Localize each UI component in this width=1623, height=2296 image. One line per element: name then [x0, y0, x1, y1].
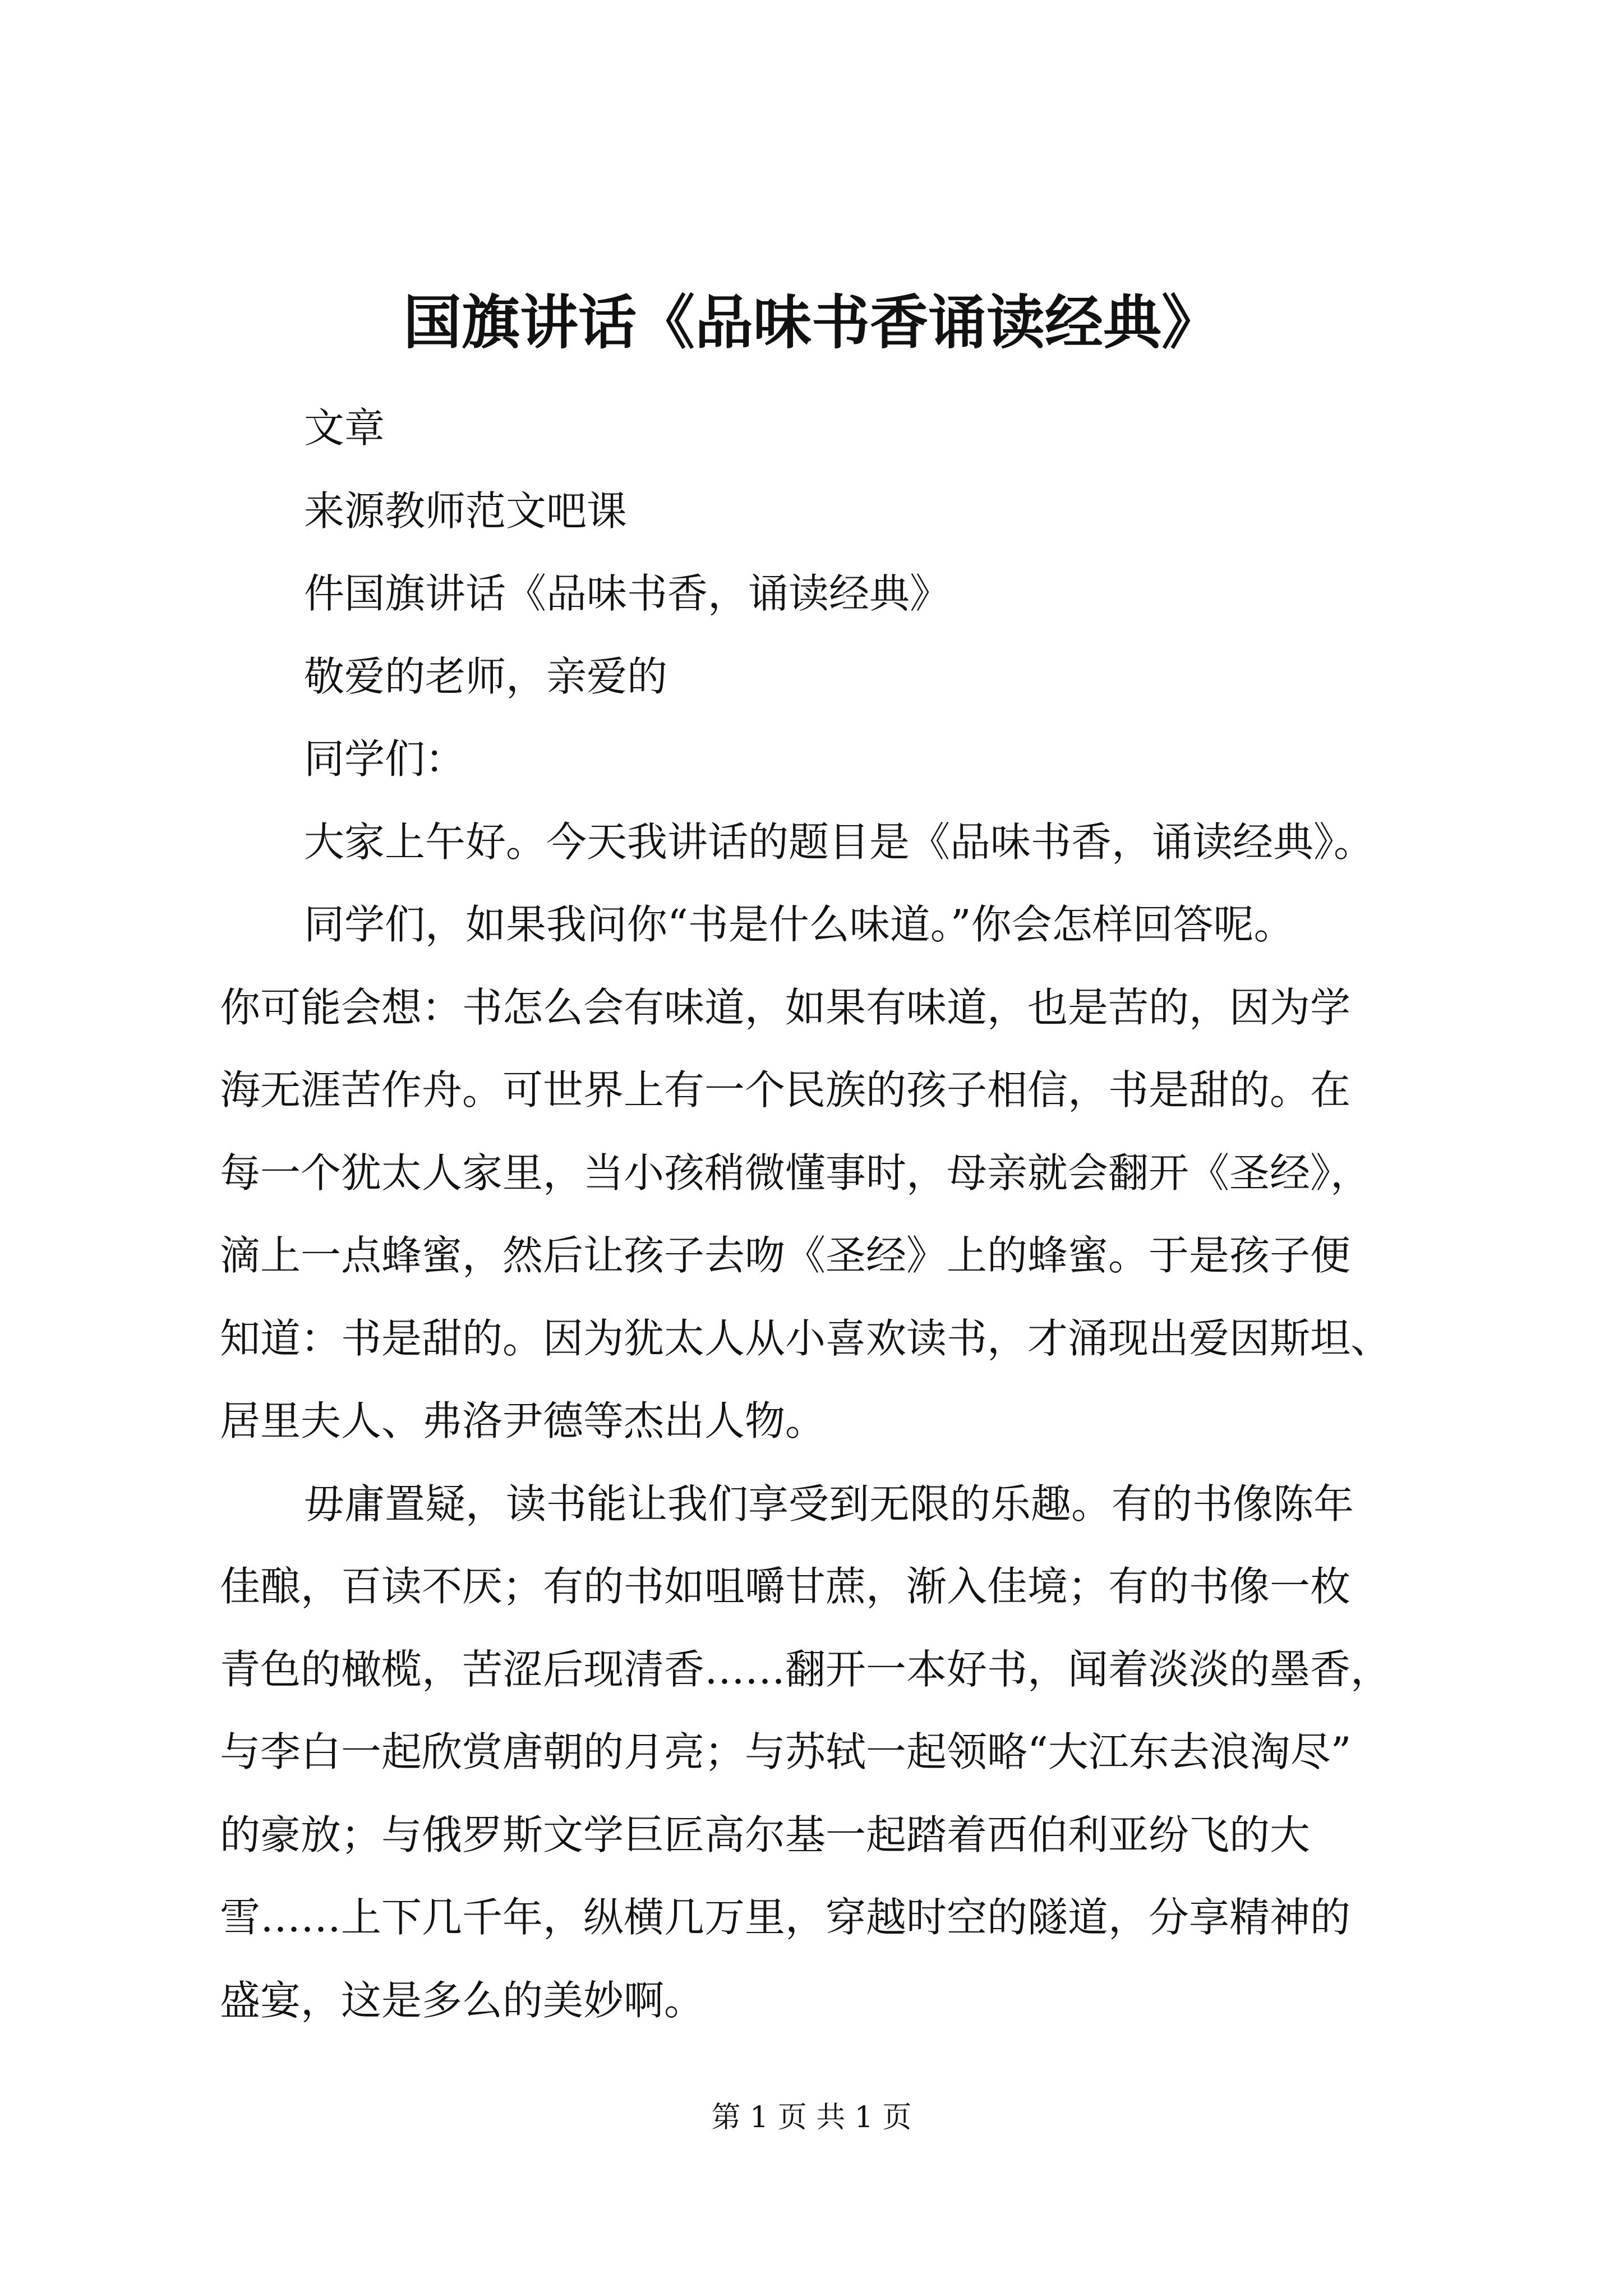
body-line: 文章: [304, 404, 385, 452]
body-line: 居里夫人、弗洛尹德等杰出人物。: [220, 1397, 826, 1444]
body-line: 大家上午好。今天我讲话的题目是《品味书香，诵读经典》。: [304, 818, 1375, 866]
document-title: 国旗讲话《品味书香诵读经典》: [403, 288, 1220, 357]
body-line: 敬爱的老师，亲爱的: [304, 652, 668, 700]
body-line: 佳酿，百读不厌；有的书如咀嚼甘蔗，渐入佳境；有的书像一枚: [220, 1563, 1351, 1610]
body-line: 的豪放；与俄罗斯文学巨匠高尔基一起踏着西伯利亚纷飞的大: [220, 1811, 1311, 1858]
body-line: 与李白一起欣赏唐朝的月亮；与苏轼一起领略“大江东去浪淘尽”: [220, 1728, 1352, 1775]
body-line: 盛宴，这是多么的美妙啊。: [220, 1976, 705, 2024]
document-body: [220, 387, 1426, 2042]
body-line: 知道：书是甜的。因为犹太人从小喜欢读书，才涌现出爱因斯坦、: [220, 1314, 1391, 1362]
page-footer: 第 1 页 共 1 页: [711, 2101, 912, 2134]
body-line: 同学们，如果我问你“书是什么味道。”你会怎样回答呢。: [304, 901, 1294, 948]
body-line: 同学们：: [304, 735, 466, 783]
body-line: 雪……上下几千年，纵横几万里，穿越时空的隧道，分享精神的: [220, 1894, 1351, 1941]
body-line: 来源教师范文吧课: [304, 487, 628, 535]
body-line: 毋庸置疑，读书能让我们享受到无限的乐趣。有的书像陈年: [304, 1480, 1354, 1527]
body-line: 海无涯苦作舟。可世界上有一个民族的孩子相信，书是甜的。在: [220, 1066, 1351, 1114]
body-line: 每一个犹太人家里，当小孩稍微懂事时，母亲就会翻开《圣经》，: [220, 1149, 1371, 1197]
body-line: 滴上一点蜂蜜，然后让孩子去吻《圣经》上的蜂蜜。于是孩子便: [220, 1232, 1351, 1279]
body-line: 青色的橄榄，苦涩后现清香……翻开一本好书，闻着淡淡的墨香，: [220, 1645, 1391, 1693]
body-line: 你可能会想：书怎么会有味道，如果有味道，也是苦的，因为学: [220, 983, 1351, 1031]
body-line: 件国旗讲话《品味书香，诵读经典》: [304, 570, 951, 617]
